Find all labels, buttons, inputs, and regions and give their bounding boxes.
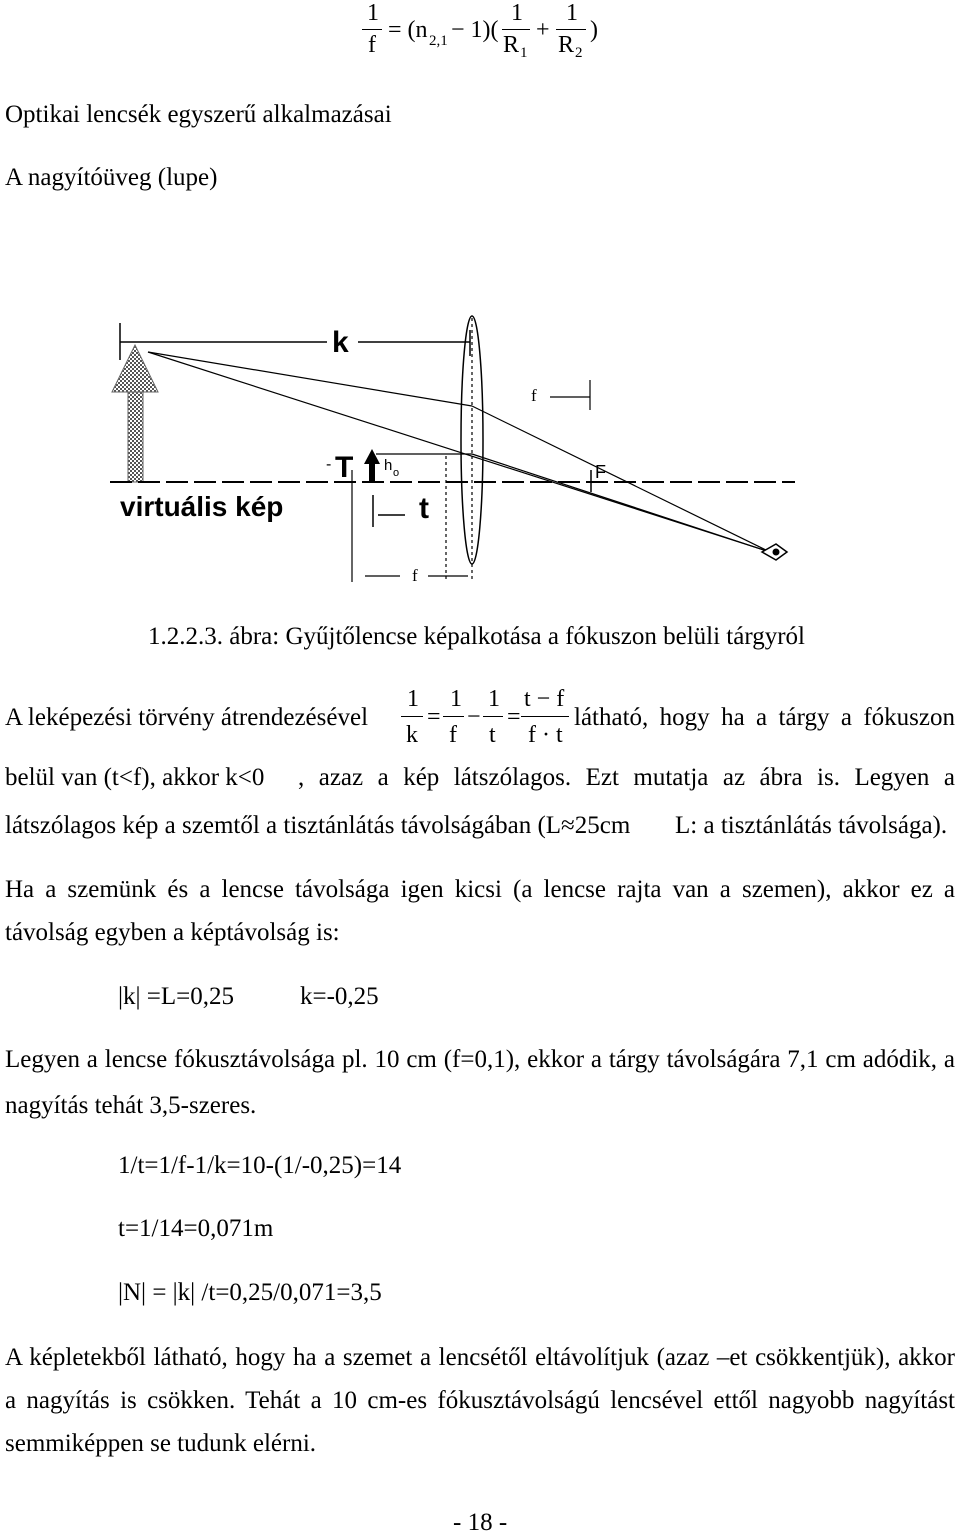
formula-equals: = — [427, 704, 441, 730]
equation-abs-k: |k| =L=0,25 — [118, 983, 234, 1010]
formula-r1-numerator: 1 — [511, 0, 523, 26]
paragraph-text: A képletekből látható, hogy ha a szemet a lencsétől eltávolítjuk (azaz –et csökkentjük), akkor — [5, 1344, 955, 1371]
paragraph-text: Ha a szemünk és a lencse távolsága igen kicsi (a lencse rajta van a szemen), akkor ez a — [5, 876, 955, 903]
fraction-bar — [401, 716, 423, 717]
formula-r1-subscript: 1 — [520, 45, 528, 61]
paragraph-text: látszólagos kép a szemtől a tisztánlátás távolságában (L≈25cm — [5, 812, 631, 839]
paragraph-text: , azaz a kép látszólagos. Ezt mutatja az ábra is. Legyen a — [298, 764, 955, 791]
formula-r2-numerator: 1 — [566, 0, 578, 26]
object-arrow-shaft — [369, 462, 375, 482]
formula-denominator: k — [406, 722, 418, 748]
paragraph-text: távolság egyben a képtávolság is: — [5, 919, 340, 946]
light-ray — [472, 454, 770, 552]
fraction-bar — [521, 716, 569, 717]
formula-r1-denominator: R — [503, 32, 520, 58]
subsection-title: A nagyítóüveg (lupe) — [5, 164, 218, 191]
paragraph-text: belül van (t<f), akkor k<0 — [5, 764, 265, 791]
paragraph-text: nagyítás tehát 3,5-szeres. — [5, 1092, 257, 1119]
fraction-bar — [443, 716, 464, 717]
light-ray — [148, 352, 472, 406]
page-number: - 18 - — [453, 1509, 508, 1536]
h-subscript: o — [393, 467, 400, 479]
formula-numerator: 1 — [407, 686, 419, 712]
paragraph-text: A leképezési törvény átrendezésével — [5, 704, 369, 731]
minus-sign-label: - — [326, 456, 332, 473]
formula-denominator: t — [489, 722, 496, 748]
paragraph-text: látható, hogy ha a tárgy a fókuszon — [574, 704, 955, 731]
T-label: T — [335, 451, 354, 484]
light-ray — [148, 352, 770, 552]
fraction-bar — [483, 716, 503, 717]
magnifier-diagram — [0, 300, 960, 600]
t-label: t — [419, 492, 429, 525]
formula-denominator: f · t — [528, 722, 563, 748]
formula-equals: = — [507, 704, 521, 730]
calculation-line: |N| = |k| /t=0,25/0,071=3,5 — [118, 1279, 382, 1306]
formula-numerator: t − f — [524, 686, 565, 712]
eye-icon — [762, 544, 787, 560]
calculation-line: 1/t=1/f-1/k=10-(1/-0,25)=14 — [118, 1152, 402, 1179]
virtual-image-arrow-shaft — [128, 388, 143, 482]
equation-k: k=-0,25 — [300, 983, 379, 1010]
virtual-image-label: virtuális kép — [120, 491, 284, 522]
formula-minus: − — [467, 704, 481, 730]
paragraph-text: semmiképpen se tudunk elérni. — [5, 1430, 317, 1457]
light-ray — [472, 406, 770, 552]
F-label: F — [595, 462, 606, 482]
formula-plus: + — [536, 17, 550, 43]
formula-denominator: f — [449, 722, 457, 748]
formula-numerator: 1 — [488, 686, 500, 712]
paragraph-text: L: a tisztánlátás távolsága). — [675, 812, 948, 839]
formula-r2-denominator: R — [558, 32, 575, 58]
formula-numerator: 1 — [450, 686, 462, 712]
section-title: Optikai lencsék egyszerű alkalmazásai — [5, 101, 392, 128]
h-label: h — [384, 457, 393, 474]
calculation-line: t=1/14=0,071m — [118, 1215, 274, 1242]
formula-minus-one: − 1)( — [451, 17, 499, 43]
object-arrow-head — [364, 449, 380, 464]
formula-lhs-numerator: 1 — [367, 0, 379, 26]
formula-n-subscript: 2,1 — [429, 33, 448, 49]
formula-equals-n: = (n — [388, 17, 428, 43]
formula-close-paren: ) — [590, 17, 598, 43]
formula-lhs-denominator: f — [368, 32, 376, 58]
formula-r2-subscript: 2 — [575, 45, 583, 61]
f-top-label: f — [531, 386, 537, 405]
fraction-bar — [556, 29, 586, 30]
fraction-bar — [502, 29, 530, 30]
paragraph-text: a nagyítás is csökken. Tehát a 10 cm-es fókusztávolságú lencsével ettől nagyobb nagyítást — [5, 1387, 955, 1414]
paragraph-text: Legyen a lencse fókusztávolsága pl. 10 cm (f=0,1), ekkor a tárgy távolságára 7,1 cm adódik, a — [5, 1046, 955, 1073]
fraction-bar — [362, 29, 382, 30]
k-label: k — [332, 326, 349, 359]
f-bottom-label: f — [412, 566, 418, 585]
figure-caption: 1.2.2.3. ábra: Gyűjtőlencse képalkotása a fókuszon belüli tárgyról — [148, 623, 805, 650]
